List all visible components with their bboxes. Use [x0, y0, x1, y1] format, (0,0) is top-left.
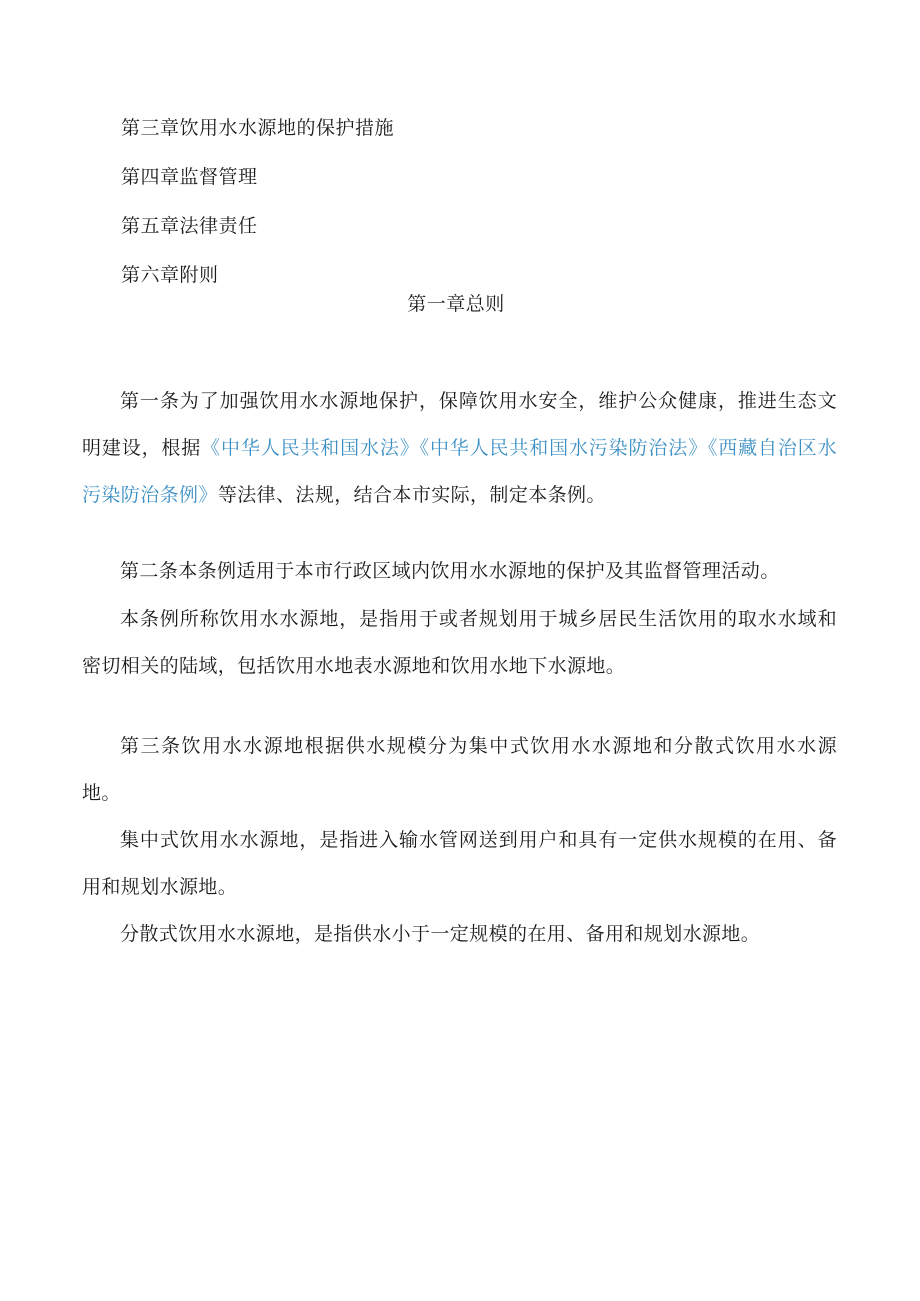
toc-item-chapter-4: 第四章监督管理 — [121, 166, 258, 188]
article-1 — [82, 378, 837, 519]
toc-item-chapter-5: 第五章法律责任 — [121, 215, 258, 237]
law-link-tibet-regulation[interactable]: 《西藏自治区水污染防治条例》 — [82, 437, 837, 506]
article-1-text-end: 等法律、法规，结合本市实际，制定本条例。 — [217, 484, 606, 506]
article-2-paragraph-1: 第二条本条例适用于本市行政区域内饮用水水源地的保护及其监督管理活动。 — [120, 560, 780, 582]
toc-item-chapter-3: 第三章饮用水水源地的保护措施 — [121, 117, 395, 139]
law-link-water-law[interactable]: 《中华人民共和国水法》 — [201, 437, 420, 459]
article-3-paragraph-2: 集中式饮用水水源地，是指进入输水管网送到用户和具有一定供水规模的在用、备用和规划水源地。 — [82, 829, 837, 898]
article-1-text: 第一条为了加强饮用水水源地保护，保障饮用水安全，维护公众健康，推进生态文明建设，根据 — [82, 390, 837, 459]
article-3-paragraph-3: 分散式饮用水水源地，是指供水小于一定规模的在用、备用和规划水源地。 — [120, 923, 761, 945]
toc-item-chapter-6: 第六章附则 — [121, 264, 219, 286]
article-2-paragraph-2: 本条例所称饮用水水源地，是指用于或者规划用于城乡居民生活饮用的取水水域和密切相关的陆域，包括饮用水地表水源地和饮用水地下水源地。 — [82, 608, 837, 677]
chapter-title: 第一章总则 — [407, 293, 505, 315]
law-link-water-pollution-law[interactable]: 《中华人民共和国水污染防治法》 — [419, 437, 708, 459]
article-3-paragraph-1: 第三条饮用水水源地根据供水规模分为集中式饮用水水源地和分散式饮用水水源地。 — [82, 735, 837, 804]
